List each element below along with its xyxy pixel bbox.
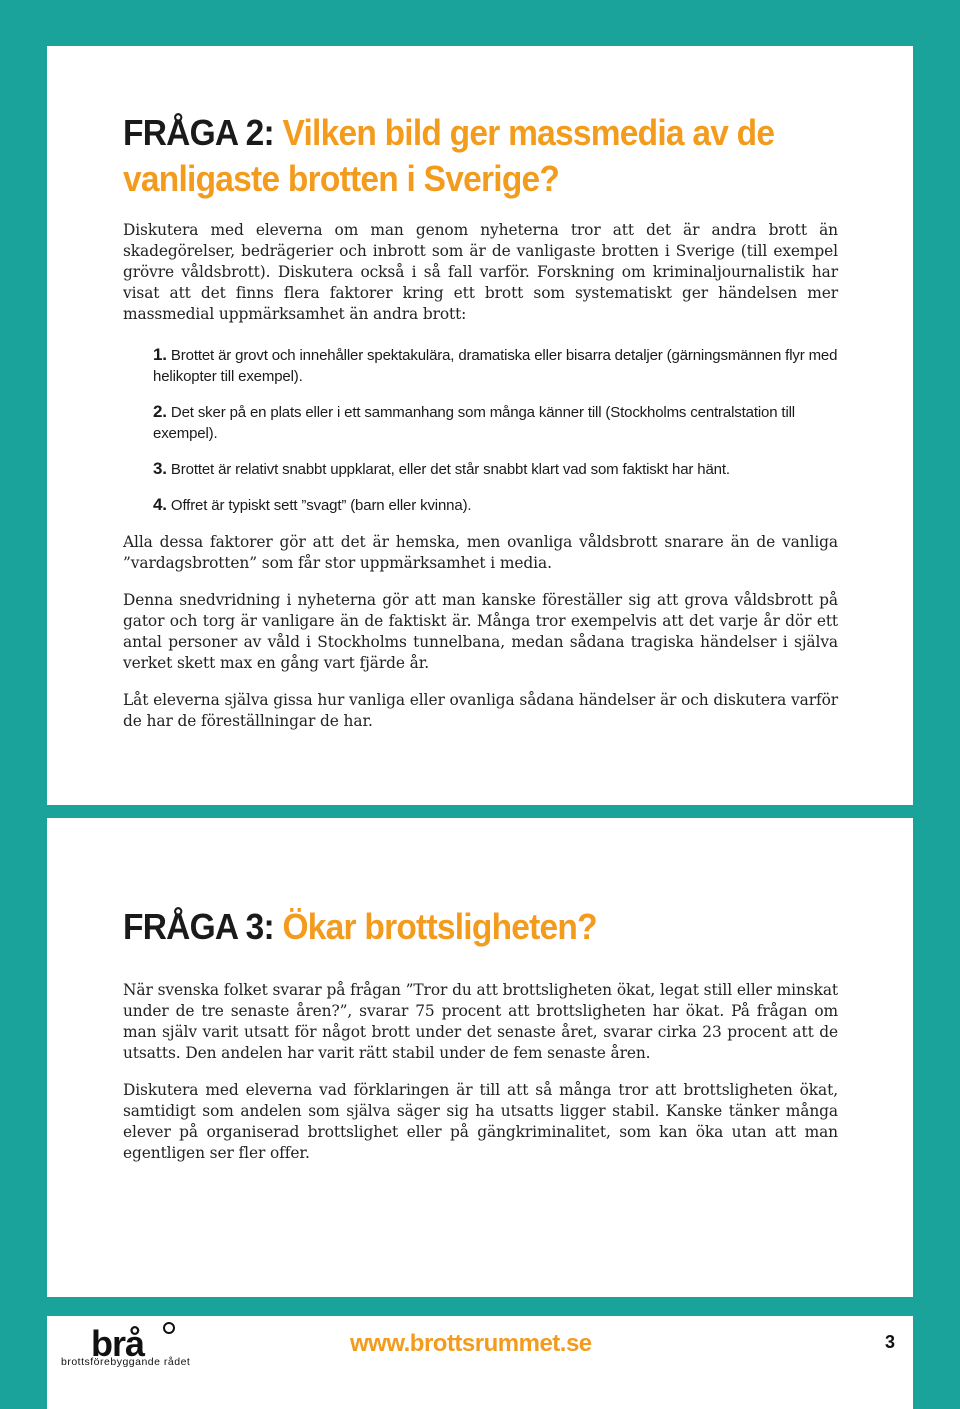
factor-list xyxy=(153,344,838,516)
section-2-paragraph-1: Alla dessa faktorer gör att det är hemska, men ovanliga våldsbrott snarare än de vanliga ”vardagsbrotten” som får stor uppmärksamhet i media. xyxy=(123,533,838,572)
section-2-question: Vilken bild ger massmedia av de vanligaste brotten i Sverige? xyxy=(123,112,775,199)
page-footer xyxy=(47,1316,913,1409)
section-3-paragraph-1: När svenska folket svarar på frågan ”Tror du att brottsligheten ökat, legat still eller minskat under de tre senaste åren?”, svarar 75 procent att brottsligheten har ökat. På frågan om man själv varit utsatt för något brott under det senaste året, svarar cirka 23 procent att de utsatts. Den andelen har varit rätt stabil under de fem senaste åren. xyxy=(123,981,838,1062)
logo-subtitle: brottsförebyggande rådet xyxy=(61,1356,191,1368)
list-item: 1. Brottet är grovt och innehåller spektakulära, dramatiska eller bisarra detaljer (gärningsmännen flyr med helikopter till exempel). xyxy=(153,345,838,385)
website-link[interactable]: www.brottsrummet.se xyxy=(350,1330,592,1357)
section-2-heading xyxy=(123,110,845,202)
section-3-panel xyxy=(47,818,913,1297)
section-3-paragraph-2: Diskutera med eleverna vad förklaringen är till att så många tror att brottsligheten ökat, samtidigt som andelen som själva säger sig ha utsatts ligger stabil. Kanske tänker många elever på organiserad brottslighet eller på gängkriminalitet, som kan öka utan att man egentligen ser fler offer. xyxy=(123,1081,838,1162)
section-3-question: Ökar brottsligheten? xyxy=(282,906,597,947)
page-number: 3 xyxy=(884,1332,895,1352)
logo-ring-icon xyxy=(163,1322,175,1334)
bra-logo xyxy=(61,1322,231,1374)
section-2-intro: Diskutera med eleverna om man genom nyheterna tror att det är andra brott än skadegörelser, bedrägerier och inbrott som är de vanligaste brotten i Sverige (till exempel grövre våldsbrott). Diskutera också i så fall varför. Forskning om kriminaljournalistik har visat att det finns flera faktorer kring ett brott som systematiskt ger händelsen mer massmedial uppmärksamhet än andra brott: xyxy=(123,221,838,323)
section-3-label: FRÅGA 3: xyxy=(123,906,274,947)
section-3-heading xyxy=(123,904,845,950)
section-2-label: FRÅGA 2: xyxy=(123,112,274,153)
section-2-panel xyxy=(47,46,913,805)
list-item: 2. Det sker på en plats eller i ett sammanhang som många känner till (Stockholms centralstation till exempel). xyxy=(153,402,795,442)
list-item: 4. Offret är typiskt sett ”svagt” (barn eller kvinna). xyxy=(153,495,472,514)
list-item: 3. Brottet är relativt snabbt uppklarat, eller det står snabbt klart vad som faktiskt har hänt. xyxy=(153,459,730,478)
section-2-paragraph-2: Denna snedvridning i nyheterna gör att man kanske föreställer sig att grova våldsbrott på gator och torg är vanligare än de faktiskt är. Många tror exempelvis att det varje år dör ett antal personer av våld i Stockholms tunnelbana, medan sådana tragiska händelser i själva verket skett max en gång vart fjärde år. xyxy=(123,591,838,672)
section-2-paragraph-3: Låt eleverna själva gissa hur vanliga eller ovanliga sådana händelser är och diskutera varför de har de föreställningar de har. xyxy=(123,691,838,730)
logo-wordmark: brå xyxy=(91,1323,145,1364)
